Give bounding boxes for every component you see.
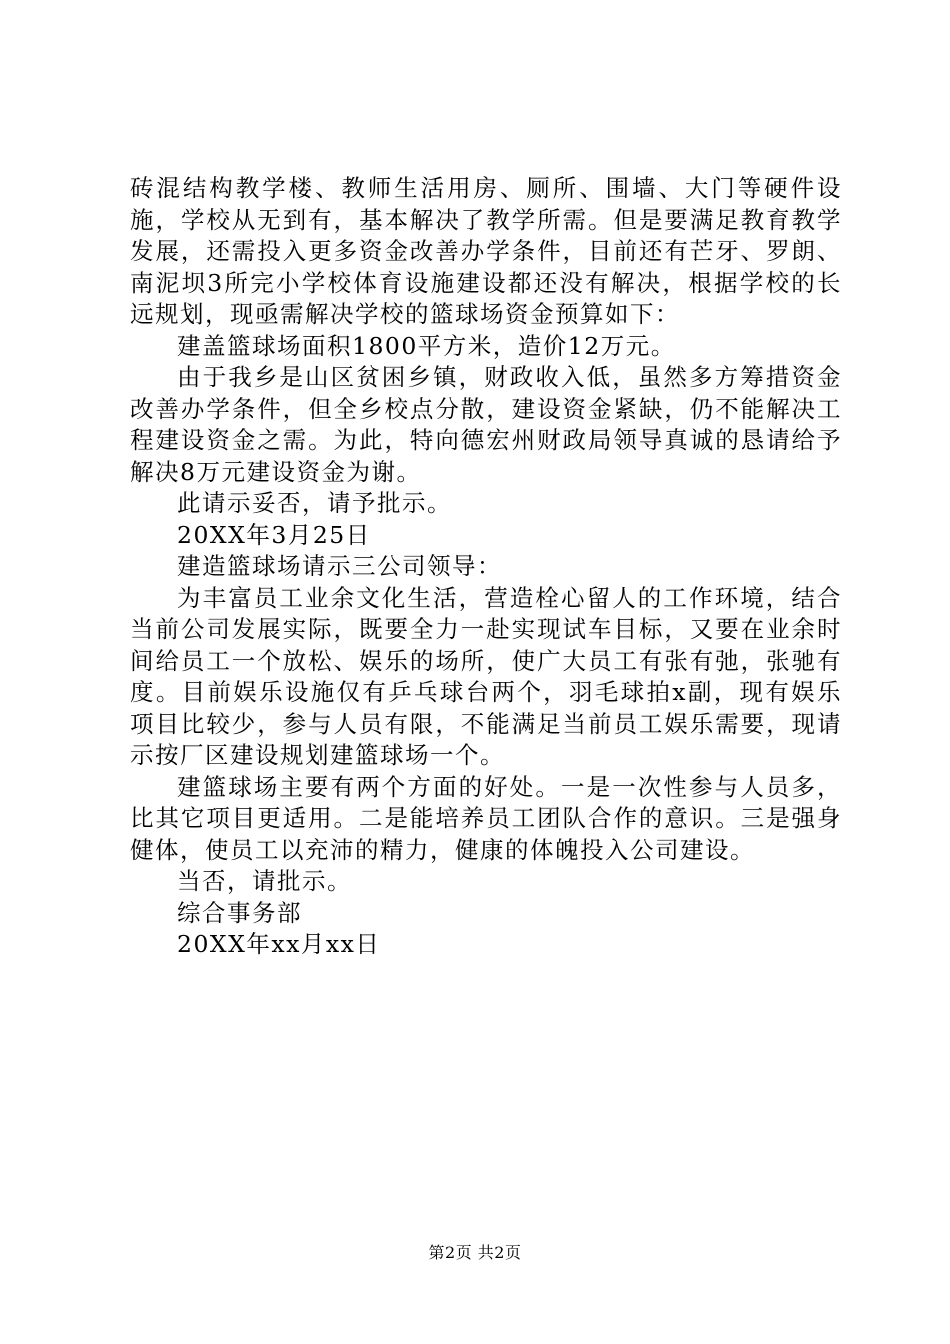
paragraph-signature-date: 20XX年xx月xx日: [177, 930, 381, 958]
paragraph-closing: 当否，请批示。: [177, 867, 352, 895]
paragraph-approval-request: 此请示妥否，请予批示。: [177, 489, 452, 517]
paragraph-court-area-cost: 建盖篮球场面积1800平方米，造价12万元。: [177, 331, 676, 360]
paragraph-benefits: 建篮球场主要有两个方面的好处。一是一次性参与人员多，比其它项目更适用。二是能培养员工团队合作的意识。三是强身健体，使员工以充沛的精力，健康的体魄投入公司建设。: [130, 772, 842, 864]
paragraph-date: 20XX年3月25日: [177, 520, 371, 549]
paragraph-company-background: 为丰富员工业余文化生活，营造栓心留人的工作环境，结合当前公司发展实际，既要全力一赴实现试车目标，又要在业余时间给员工一个放松、娱乐的场所，使广大员工有张有弛，张驰有度。目前娱乐设施仅有乒乓球台两个，羽毛球拍x副，现有娱乐项目比较少，参与人员有限，不能满足当前员工娱乐需要，现请示按厂区建设规划建篮球场一个。: [130, 583, 842, 769]
document-body: [130, 173, 842, 961]
page-footer: 第2页 共2页: [428, 1243, 522, 1262]
paragraph-funding-request: 由于我乡是山区贫困乡镇，财政收入低，虽然多方筹措资金改善办学条件，但全乡校点分散，建设资金紧缺，仍不能解决工程建设资金之需。为此，特向德宏州财政局领导真诚的恳请给予解决8万元建设资金为谢。: [130, 363, 842, 486]
paragraph-hardware-facilities: 砖混结构教学楼、教师生活用房、厕所、围墙、大门等硬件设施，学校从无到有，基本解决了教学所需。但是要满足教育教学发展，还需投入更多资金改善办学条件，目前还有芒牙、罗朗、南泥坝3所完小学校体育设施建设都还没有解决，根据学校的长远规划，现亟需解决学校的篮球场资金预算如下：: [130, 174, 842, 328]
paragraph-department-signature: 综合事务部: [177, 898, 302, 927]
paragraph-second-title: 建造篮球场请示三公司领导：: [177, 552, 502, 580]
